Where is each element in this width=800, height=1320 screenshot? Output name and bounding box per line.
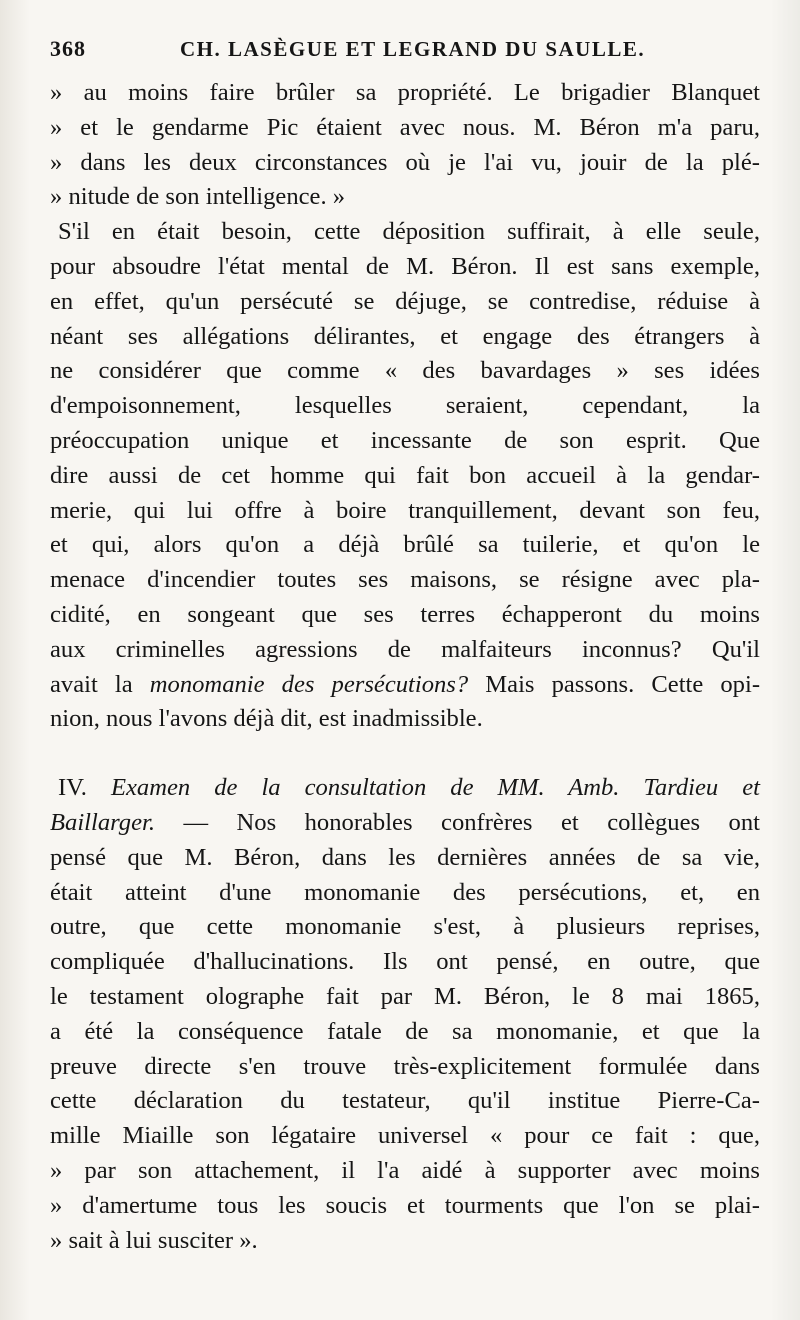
text-line: merie, qui lui offre à boire tranquillement, devant son feu, bbox=[50, 496, 760, 524]
text-line-italic bbox=[50, 668, 760, 703]
text-line: en effet, qu'un persécuté se déjuge, se contredise, réduise à bbox=[50, 287, 760, 315]
text-line: aux criminelles agressions de malfaiteurs inconnus? Qu'il bbox=[50, 635, 760, 663]
text-line: mille Miaille son légataire universel « pour ce fait : que, bbox=[50, 1122, 760, 1150]
text-line: outre, que cette monomanie s'est, à plusieurs reprises, bbox=[50, 913, 760, 941]
text-line: a été la conséquence fatale de sa monomanie, et que la bbox=[50, 1017, 760, 1045]
section-heading-line bbox=[50, 771, 760, 806]
section-spacer bbox=[50, 737, 760, 771]
body-text bbox=[50, 76, 760, 1258]
text-line: et qui, alors qu'on a déjà brûlé sa tuilerie, et qu'on le bbox=[50, 531, 760, 559]
text-line: S'il en était besoin, cette déposition suffirait, à elle seule, bbox=[58, 218, 760, 246]
paragraph-analysis bbox=[50, 215, 760, 737]
running-title: CH. LASÈGUE ET LEGRAND DU SAULLE. bbox=[180, 37, 646, 61]
text-line: était atteint d'une monomanie des persécutions, et, en bbox=[50, 878, 760, 906]
italic-phrase: monomanie des persécutions? bbox=[149, 670, 469, 698]
text-fragment: Mais passons. Cette opi- bbox=[468, 670, 761, 698]
text-line: pour absoudre l'état mental de M. Béron. Il est sans exemple, bbox=[50, 252, 760, 280]
text-line: » nitude de son intelligence. » bbox=[50, 183, 346, 211]
text-line: compliquée d'hallucinations. Ils ont pensé, en outre, que bbox=[50, 948, 760, 976]
text-line: cidité, en songeant que ses terres échapperont du moins bbox=[50, 600, 760, 628]
paragraph-quote-end bbox=[50, 76, 760, 215]
text-line: » par son attachement, il l'a aidé à supporter avec moins bbox=[50, 1156, 760, 1184]
text-line: » au moins faire brûler sa propriété. Le brigadier Blanquet bbox=[50, 79, 760, 106]
text-line: ne considérer que comme « des bavardages » ses idées bbox=[50, 357, 760, 385]
text-fragment: avait la bbox=[50, 670, 150, 698]
text-line: preuve directe s'en trouve très-explicitement formulée dans bbox=[50, 1052, 760, 1080]
text-fragment: — Nos honorables confrères et collègues ont bbox=[154, 808, 760, 836]
text-line: menace d'incendier toutes ses maisons, se résigne avec pla- bbox=[50, 566, 760, 594]
section-numeral: IV. bbox=[58, 774, 87, 802]
text-line: » et le gendarme Pic étaient avec nous. M. Béron m'a paru, bbox=[50, 113, 760, 141]
text-line bbox=[50, 806, 760, 841]
section-heading: Examen de la consultation de MM. Amb. Tardieu et bbox=[110, 774, 760, 802]
text-line: nion, nous l'avons déjà dit, est inadmissible. bbox=[50, 705, 483, 733]
text-line: » dans les deux circonstances où je l'ai vu, jouir de la plé- bbox=[50, 148, 760, 176]
text-line: pensé que M. Béron, dans les dernières années de sa vie, bbox=[50, 843, 760, 871]
text-line: néant ses allégations délirantes, et engage des étrangers à bbox=[50, 322, 760, 350]
text-line: d'empoisonnement, lesquelles seraient, cependant, la bbox=[50, 392, 760, 420]
text-line: » d'amertume tous les soucis et tourments que l'on se plai- bbox=[50, 1191, 760, 1219]
text-line: » sait à lui susciter ». bbox=[50, 1226, 258, 1254]
text-line: préoccupation unique et incessante de son esprit. Que bbox=[50, 426, 760, 454]
text-line: dire aussi de cet homme qui fait bon accueil à la gendar- bbox=[50, 461, 760, 489]
section-heading-cont: Baillarger. bbox=[50, 808, 155, 836]
text-line: le testament olographe fait par M. Béron, le 8 mai 1865, bbox=[50, 982, 760, 1010]
section-iv bbox=[50, 771, 760, 1258]
page-number: 368 bbox=[50, 36, 86, 61]
running-head bbox=[50, 36, 760, 76]
text-line: cette déclaration du testateur, qu'il institue Pierre-Ca- bbox=[50, 1087, 760, 1115]
